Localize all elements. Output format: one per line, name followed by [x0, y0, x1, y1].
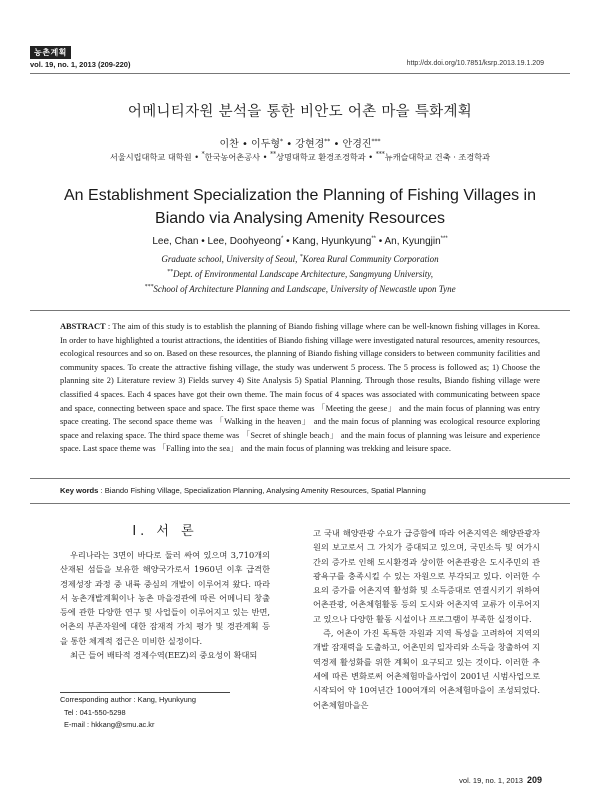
body-paragraph: 최근 들어 배타적 경제수역(EEZ)의 중요성이 확대되	[70, 650, 258, 661]
abstract-top-rule	[30, 310, 570, 311]
page-footer	[459, 775, 542, 785]
section-title: Ⅰ. 서 론	[132, 524, 198, 539]
english-author: Kang, Hyunkyung	[292, 236, 372, 247]
page-number: 209	[526, 775, 542, 785]
footnote-rule	[60, 692, 230, 693]
corresponding-email[interactable]: E-mail : hkkang@smu.ac.kr	[64, 720, 155, 729]
header-rule	[30, 73, 570, 74]
volume-line: vol. 19, no. 1, 2013 (209-220)	[30, 60, 131, 69]
keywords-label: Key words	[60, 486, 99, 495]
korean-affiliations: 서울시립대학교 대학원 • *한국농어촌공사 • **상명대학교 환경조경학과 • ***뉴캐슬대학교 건축 · 조경학과	[109, 151, 491, 162]
korean-authors: 이찬 • 이두형* • 강현경** • 안경진***	[219, 138, 381, 150]
english-affiliation-1: Graduate school, University of Seoul, *Korea Rural Community Corporation	[161, 254, 439, 264]
body-paragraph: 우리나라는 3면이 바다로 둘러 싸여 있으며 3,710개의 산재된 섬들을 보유한 해양국가로서 1960년 이후 급격한 경제성장 과정 중 내륙 중심의 개발이 이루어져 왔다. 따라서 농촌개발계획이나 농촌 마을경관에 따른 어메니티 창출 등에 관한 다양한 연구 및 사업들이 이루어지고 있는 반면, 어촌의 부존자원에 대한 잠재적 가치 평가 및 경관계획 등을 통한 체계적 접근은 미비한 실정이다.	[60, 550, 270, 646]
abstract-text: : The aim of this study is to establish the planning of Biando fishing village where can be well-known fishing villages in Korea. In order to have highlighted a tourist attractions, the identities of Biando fishing village were investigated natural resources, amenity resources, ecological resources and so on. Based on these resources, the planning of Biando fishing village considers to between community facilities and community spaces. To create the attractive fishing village, the study was underwent 5 process. The 5 process is followed as; 1) Choose the planning site 2) Literature review 3) Fields survey 4) Site Analysis 5) Spatial Planning. Through those results, Biando fishing village were classified 4 spaces. Each 4 spaces have got their own theme. The main focus of 4 spaces was associated with communicating between space and space, connecting between space and space. The first space theme was 「Meeting the geese」 and the main focus of planning was entry space creating. The second space theme was 「Walking in the heaven」 and the main focus of planning was ecological resource exploring space and relaxing space. The third space theme was 「Secret of shingle beach」 and the main focus of planning was leisure and experience space. Last space theme was 「Falling into the sea」 and the main focus of planning was trekking and leisure space.	[60, 322, 540, 454]
abstract	[60, 320, 540, 456]
korean-author: 이두형	[251, 139, 281, 150]
korean-affiliation: 뉴캐슬대학교 건축 · 조경학과	[384, 152, 491, 162]
body-column-left	[60, 548, 270, 662]
korean-author: 안경진	[342, 139, 372, 150]
keywords-text: : Biando Fishing Village, Specialization Planning, Analysing Amenity Resources, Spatial Planning	[98, 486, 426, 495]
body-paragraph: 고 국내 해양관광 수요가 급증함에 따라 어촌지역은 해양관광자원의 보고로서 그 가치가 증대되고 있으며, 국민소득 및 여가시간의 증가로 인해 도시환경과 상이한 어촌관광은 도시주민의 관광욕구를 충족시킬 수 있는 자원으로 부각되고 있다. 이러한 수요의 증가를 어촌지역 활성화 및 소득증대로 연결시키기 위하여 어촌관광, 어촌체험활동 등의 도시와 어촌지역 교류가 이루어지고 있으나 다양한 활동 시설이나 프로그램이 부족한 실정이다.	[313, 528, 540, 624]
abstract-label: ABSTRACT	[60, 322, 106, 331]
keywords	[60, 486, 540, 495]
corresponding-tel: Tel : 041-550-5298	[64, 707, 126, 717]
english-affiliation-3: ***School of Architecture Planning and Landscape, University of Newcastle upon Tyne	[144, 284, 456, 294]
korean-title: 어메니티자원 분석을 통한 비안도 어촌 마을 특화계획	[127, 104, 473, 120]
body-column-right	[313, 526, 540, 712]
doi-link[interactable]: http://dx.doi.org/10.7851/ksrp.2013.19.1.209	[406, 60, 544, 67]
korean-author: 이찬	[219, 139, 239, 150]
english-affiliation-2: **Dept. of Environmental Landscape Architecture, Sangmyung University,	[166, 269, 434, 279]
english-author: An, Kyungjin	[384, 236, 441, 247]
correspondence-note	[60, 694, 270, 732]
abstract-bottom-rule	[30, 478, 570, 479]
english-author: Lee, Doohyeong	[207, 236, 281, 247]
journal-badge: 농촌계획	[30, 46, 71, 59]
english-title-line1: An Establishment Specialization the Planning of Fishing Villages in	[64, 187, 536, 204]
korean-affiliation: 한국농어촌공사	[204, 152, 261, 162]
english-author: Lee, Chan	[152, 236, 199, 247]
english-title-line2: Biando via Analysing Amenity Resources	[155, 210, 445, 227]
keywords-rule	[30, 503, 570, 504]
body-paragraph: 즉, 어촌이 가진 독특한 자원과 지역 특성을 고려하여 지역의 개발 잠재력을 도출하고, 어촌민의 일자리와 소득을 창출하여 지역경제 활성화를 위한 계획이 요구되고 있는 것이다. 이러한 추세에 따른 변화로써 어촌체험마을사업이 2001년 시범사업으로 시작되어 약 10여년간 100여개의 어촌체험마을이 조성되었다. 어촌체험마을은	[313, 628, 540, 710]
footer-volume: vol. 19, no. 1, 2013	[459, 776, 523, 785]
english-authors: Lee, Chan • Lee, Doohyeong* • Kang, Hyunkyung** • An, Kyungjin***	[152, 236, 448, 247]
korean-affiliation: 상명대학교 환경조경학과	[276, 152, 366, 162]
korean-author: 강현경	[295, 139, 325, 150]
corresponding-author: Corresponding author : Kang, Hyunkyung	[60, 695, 196, 704]
english-title	[0, 184, 600, 230]
korean-affiliation: 서울시립대학교 대학원	[109, 152, 192, 162]
